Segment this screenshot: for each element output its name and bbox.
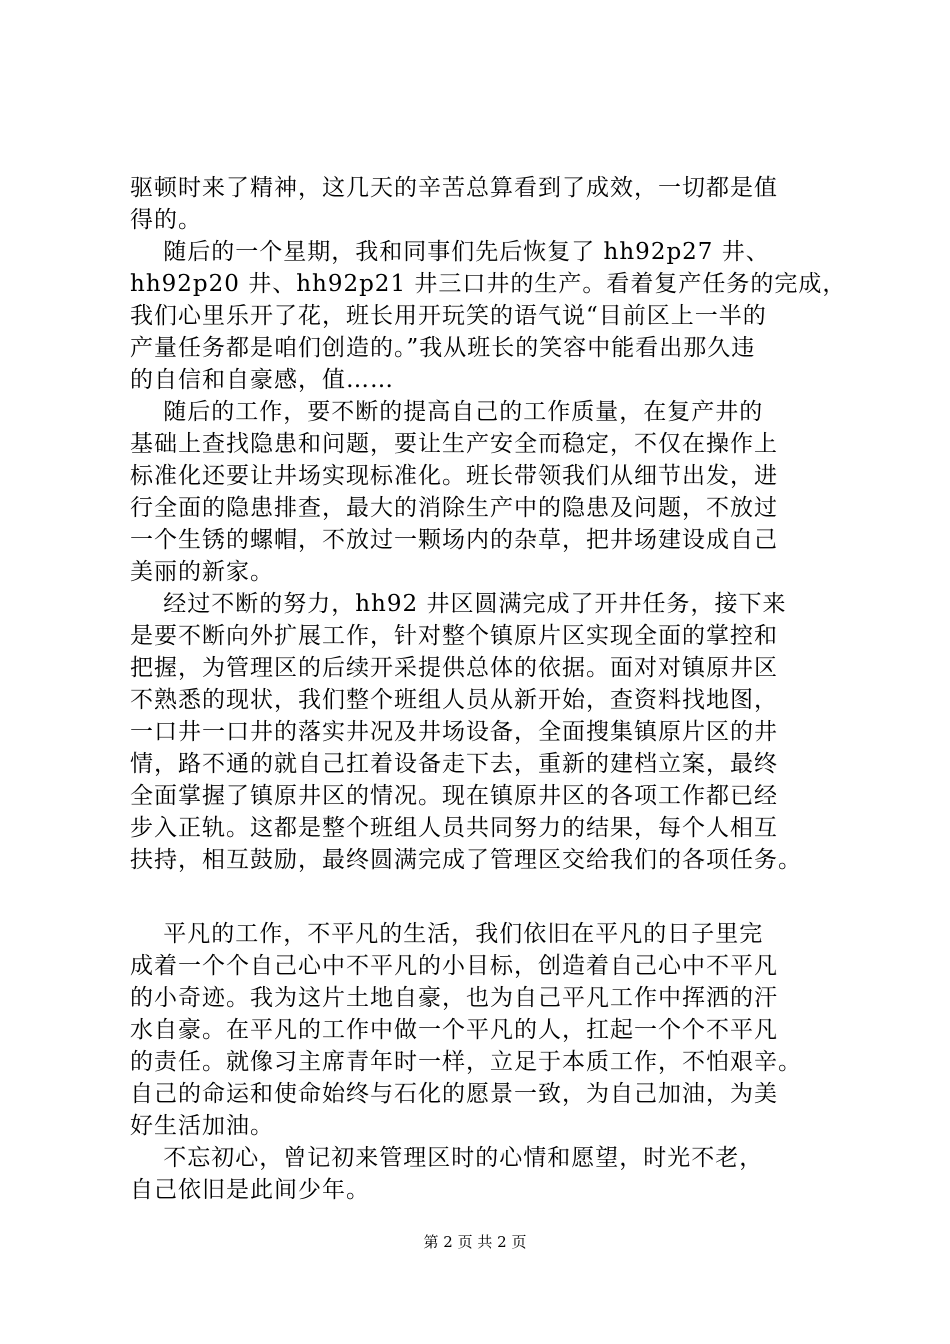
- text-line: 标准化还要让井场实现标准化。班长带领我们从细节出发，进: [130, 463, 778, 489]
- paragraph-4: [130, 588, 850, 876]
- paragraph-2: [130, 236, 850, 396]
- page-footer: 第 2 页 共 2 页: [423, 1233, 527, 1251]
- text-line: 随后的一个星期，我和同事们先后恢复了 hh92p27 井、: [130, 239, 770, 265]
- paragraph-gap: [130, 876, 850, 918]
- paragraph-3: [130, 396, 850, 588]
- text-line: hh92p20 井、hh92p21 井三口井的生产。看着复产任务的完成，: [130, 271, 847, 297]
- text-line: 得的。: [130, 207, 202, 233]
- text-line: 美丽的新家。: [130, 559, 274, 585]
- document-body: [130, 172, 850, 1206]
- text-line: 自己的命运和使命始终与石化的愿景一致，为自己加油，为美: [130, 1081, 778, 1107]
- text-line: 成着一个个自己心中不平凡的小目标，创造着自己心中不平凡: [130, 953, 778, 979]
- text-line: 不熟悉的现状，我们整个班组人员从新开始，查资料找地图，: [130, 687, 778, 713]
- text-line: 平凡的工作，不平凡的生活，我们依旧在平凡的日子里完: [130, 921, 764, 947]
- text-line: 好生活加油。: [130, 1113, 274, 1139]
- text-line: 步入正轨。这都是整个班组人员共同努力的结果，每个人相互: [130, 815, 778, 841]
- text-line: 产量任务都是咱们创造的。”我从班长的笑容中能看出那久违: [130, 335, 756, 361]
- paragraph-6: [130, 1142, 850, 1206]
- text-line: 水自豪。在平凡的工作中做一个平凡的人，扛起一个个不平凡: [130, 1017, 778, 1043]
- text-line: 我们心里乐开了花，班长用开玩笑的语气说“目前区上一半的: [130, 303, 767, 329]
- text-line: 自己依旧是此间少年。: [130, 1177, 370, 1203]
- text-line: 把握，为管理区的后续开采提供总体的依据。面对对镇原井区: [130, 655, 778, 681]
- text-line: 全面掌握了镇原井区的情况。现在镇原井区的各项工作都已经: [130, 783, 778, 809]
- text-line: 一个生锈的螺帽，不放过一颗场内的杂草，把井场建设成自己: [130, 527, 778, 553]
- text-line: 是要不断向外扩展工作，针对整个镇原片区实现全面的掌控和: [130, 623, 778, 649]
- text-line: 随后的工作，要不断的提高自己的工作质量，在复产井的: [130, 399, 764, 425]
- text-line: 驱顿时来了精神，这几天的辛苦总算看到了成效，一切都是值: [130, 175, 778, 201]
- paragraph-5: [130, 918, 850, 1142]
- text-line: 行全面的隐患排查，最大的消除生产中的隐患及问题，不放过: [130, 495, 778, 521]
- paragraph-1: [130, 172, 850, 236]
- text-line: 不忘初心，曾记初来管理区时的心情和愿望，时光不老，: [130, 1145, 764, 1171]
- text-line: 基础上查找隐患和问题，要让生产安全而稳定，不仅在操作上: [130, 431, 778, 457]
- text-line: 的小奇迹。我为这片土地自豪，也为自己平凡工作中挥洒的汗: [130, 985, 778, 1011]
- text-line: 的责任。就像习主席青年时一样，立足于本质工作，不怕艰辛。: [130, 1049, 802, 1075]
- text-line: 情，路不通的就自己扛着设备走下去，重新的建档立案，最终: [130, 751, 778, 777]
- text-line: 经过不断的努力，hh92 井区圆满完成了开井任务，接下来: [130, 591, 787, 617]
- text-line: 一口井一口井的落实井况及井场设备，全面搜集镇原片区的井: [130, 719, 778, 745]
- text-line: 的自信和自豪感，值……: [130, 367, 394, 393]
- text-line: 扶持，相互鼓励，最终圆满完成了管理区交给我们的各项任务。: [130, 847, 802, 873]
